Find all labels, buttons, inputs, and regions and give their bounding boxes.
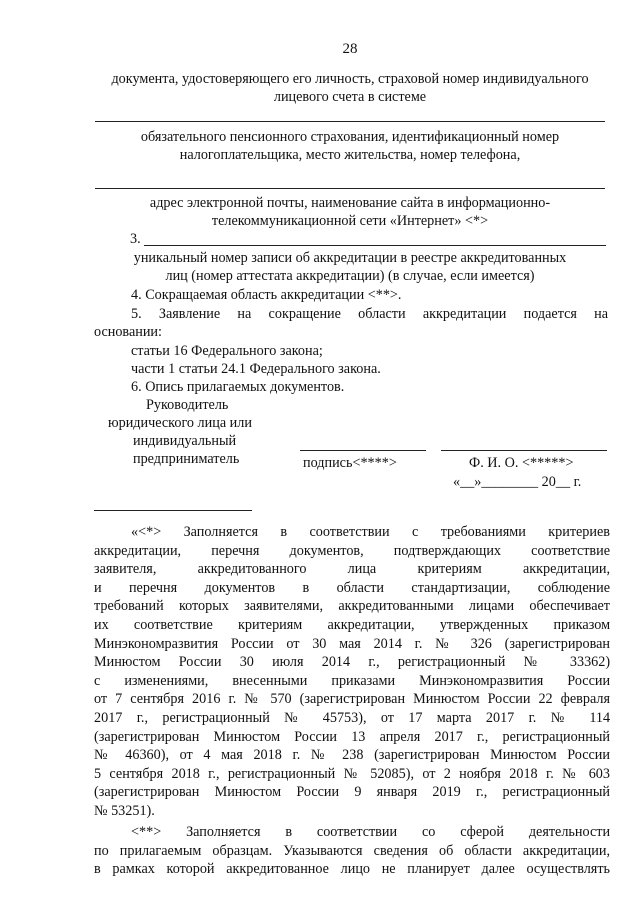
item-3-line-1: уникальный номер записи об аккредитации в реестре аккредитованных <box>133 250 567 266</box>
footnote-1-line: 5 сентября 2018 г., регистрационный № 52085), от 2 ноября 2018 г. № 603 <box>94 765 610 782</box>
signature-date: «__»________ 20__ г. <box>453 474 582 490</box>
header-line-4: налогоплательщика, место жительства, номер телефона, <box>179 147 521 163</box>
footnote-1-line: требований которых заявителями, аккредитованными лицами обеспечивает <box>94 598 610 615</box>
fill-line-1 <box>95 121 605 122</box>
footnote-1-line: с изменениями, внесенными приказами Минэкономразвития России <box>94 672 611 689</box>
footnote-1-line: (зарегистрирован Минюстом России 13 апреля 2017 г., регистрационный <box>94 728 610 745</box>
item-6: 6. Опись прилагаемых документов. <box>131 379 345 395</box>
header-line-6: телекоммуникационной сети «Интернет» <*> <box>211 213 489 229</box>
footnote-1-line: (зарегистрирован Минюстом России 9 января 2019 г., регистрационный <box>94 784 610 801</box>
item-5-line-4: части 1 статьи 24.1 Федерального закона. <box>131 361 381 377</box>
item-3-number: 3. <box>130 231 141 247</box>
signature-role-1: Руководитель <box>146 397 229 413</box>
name-line <box>441 450 607 451</box>
footnote-1-line: 2017 г., регистрационный № 45753), от 17 марта 2017 г. № 114 <box>94 710 611 726</box>
footnote-1-line: Минэкономразвития России от 30 мая 2014 г. № 326 (зарегистрирован <box>94 635 610 652</box>
name-label: Ф. И. О. <*****> <box>469 455 574 471</box>
signature-role-4: предприниматель <box>133 451 240 467</box>
signature-line <box>300 450 426 451</box>
signature-role-2: юридического лица или <box>108 415 252 431</box>
footnote-1-line: их соответствие критериям аккредитации, утвержденных приказом <box>94 617 611 633</box>
footnote-1-line: «<*> Заполняется в соответствии с требованиями критериев <box>131 524 610 540</box>
item-4: 4. Сокращаемая область аккредитации <**>. <box>131 287 402 303</box>
fill-line-3 <box>144 245 606 246</box>
footnote-1-line: и перечня документов в области стандартизации, соблюдение <box>94 579 610 596</box>
footnote-2-line: в рамках которой аккредитованное лицо не планирует далее осуществлять <box>94 861 610 878</box>
footnote-2-line: по прилагаемым образцам. Указываются сведения об области аккредитации, <box>94 842 610 859</box>
footnote-1-line: заявителя, аккредитованного лица критериям аккредитации, <box>94 561 611 578</box>
signature-label: подпись<****> <box>303 455 397 471</box>
signature-role-3: индивидуальный <box>133 433 237 449</box>
footnote-1-line: от 7 сентября 2016 г. № 570 (зарегистрирован Минюстом России 22 февраля <box>94 691 610 708</box>
item-5-line-1: 5. Заявление на сокращение области аккредитации подается на <box>131 306 609 322</box>
footnote-separator <box>94 510 252 511</box>
item-3-line-2: лиц (номер аттестата аккредитации) (в случае, если имеется) <box>165 268 535 284</box>
header-line-1: документа, удостоверяющего его личность, страховой номер индивидуального <box>111 71 589 87</box>
footnote-1-line: Минюстом России 30 июля 2014 г., регистрационный № 33362) <box>94 654 611 671</box>
item-5-line-3: статьи 16 Федерального закона; <box>131 343 323 359</box>
footnote-1-line: № 46360), от 4 мая 2018 г. № 238 (зарегистрирован Минюстом России <box>94 747 610 764</box>
footnote-2-line: <**> Заполняется в соответствии со сферой деятельности <box>131 824 611 840</box>
header-line-3: обязательного пенсионного страхования, идентификационный номер <box>140 129 560 145</box>
page-number: 28 <box>342 41 358 57</box>
fill-line-2 <box>95 188 605 189</box>
footnote-1-line: аккредитации, перечня документов, подтверждающих соответствие <box>94 542 611 559</box>
header-line-2: лицевого счета в системе <box>273 89 427 105</box>
item-5-line-2: основании: <box>94 324 162 340</box>
footnote-1-line: № 53251). <box>94 803 155 819</box>
header-line-5: адрес электронной почты, наименование сайта в информационно- <box>149 195 551 211</box>
